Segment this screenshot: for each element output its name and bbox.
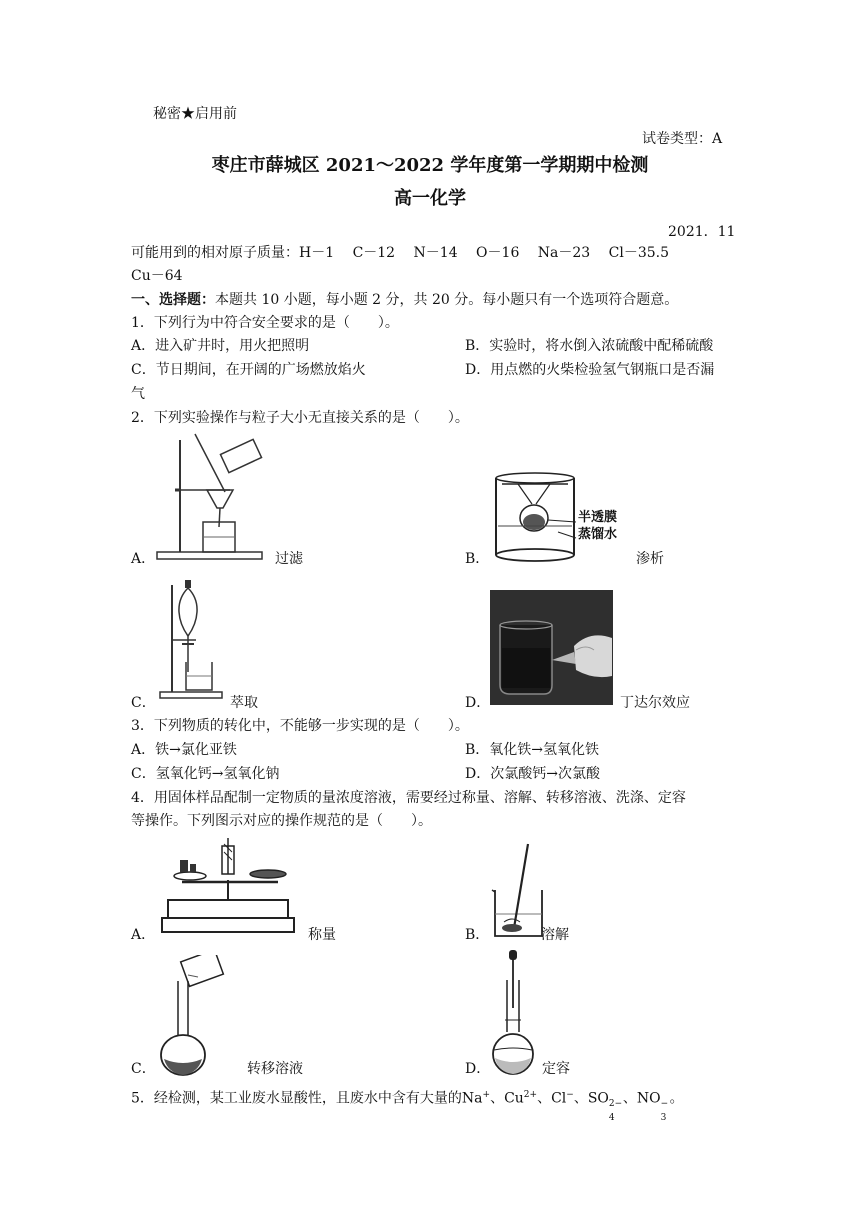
- separator: 、: [573, 1090, 588, 1107]
- extraction-figure: [158, 580, 228, 700]
- secret-mark: 秘密★启用前: [153, 106, 237, 122]
- paper-type: 试卷类型：A: [642, 131, 723, 147]
- ion-no3-count: 3: [660, 1112, 667, 1123]
- atomic-masses-line1: 可能用到的相对原子质量：H－1 C－12 N－14 O－16 Na－23 Cl－35.5: [131, 245, 670, 261]
- q3-option-a: A．铁→氯化亚铁: [131, 742, 237, 758]
- section-desc: 本题共 10 小题，每小题 2 分，共 20 分。每小题只有一个选项符合题意。: [215, 292, 679, 308]
- q4-option-b-caption: 溶解: [541, 927, 569, 943]
- transfer-figure: [158, 955, 228, 1080]
- dialysis-membrane-label: 半透膜: [578, 510, 618, 525]
- q2-option-a-letter: A．: [131, 551, 156, 567]
- q5-stem-end: 。: [669, 1090, 684, 1107]
- ion-so4-count: 4: [608, 1112, 615, 1123]
- section-label: 一、选择题：: [131, 292, 215, 308]
- q2-option-d-letter: D．: [465, 695, 491, 711]
- ion-cu: Cu: [504, 1090, 524, 1107]
- q4-option-c-letter: C．: [131, 1061, 156, 1077]
- ion-cu-charge: 2+: [523, 1090, 538, 1100]
- q1-option-d-cont: 气: [131, 386, 145, 402]
- q2-option-a-caption: 过滤: [275, 551, 303, 567]
- q1-option-d: D．用点燃的火柴检验氢气钢瓶口是否漏: [465, 362, 715, 378]
- q2-option-d-caption: 丁达尔效应: [620, 695, 690, 711]
- q4-option-a-letter: A．: [131, 927, 156, 943]
- ion-cl: Cl: [551, 1090, 567, 1107]
- q1-stem: 1．下列行为中符合安全要求的是（ ）。: [131, 315, 399, 331]
- q3-stem: 3．下列物质的转化中，不能够一步实现的是（ ）。: [131, 718, 469, 734]
- q4-stem-line1: 4．用固体样品配制一定物质的量浓度溶液，需要经过称量、溶解、转移溶液、洗涤、定容: [131, 790, 686, 806]
- q4-option-d-caption: 定容: [542, 1061, 570, 1077]
- ion-na-charge: +: [482, 1090, 491, 1100]
- q3-option-c: C．氢氧化钙→氢氧化钠: [131, 766, 280, 782]
- q1-option-b: B．实验时，将水倒入浓硫酸中配稀硫酸: [465, 338, 714, 354]
- page-title: 枣庄市薛城区 2021～2022 学年度第一学期期中检测: [211, 155, 649, 176]
- exam-date: 2021．11: [668, 224, 736, 240]
- q4-option-c-caption: 转移溶液: [247, 1061, 303, 1077]
- ion-cl-charge: −: [566, 1090, 574, 1100]
- q3-option-b: B．氧化铁→氢氧化铁: [465, 742, 600, 758]
- atomic-masses-line2: Cu－64: [131, 268, 183, 284]
- ion-so4: SO: [587, 1090, 609, 1107]
- ion-no3: NO: [636, 1090, 661, 1107]
- separator: 、: [537, 1090, 552, 1107]
- q2-stem: 2．下列实验操作与粒子大小无直接关系的是（ ）。: [131, 410, 469, 426]
- tyndall-photo: [490, 590, 613, 705]
- page-subtitle: 高一化学: [394, 188, 466, 209]
- q5-stem: [131, 1084, 684, 1123]
- q4-option-b-letter: B．: [465, 927, 490, 943]
- ion-na: Na: [461, 1090, 483, 1107]
- ion-no3-charge: −: [660, 1098, 669, 1109]
- q2-option-b-caption: 渗析: [636, 551, 664, 567]
- dialysis-water-label: 蒸馏水: [578, 527, 618, 542]
- q4-option-d-letter: D．: [465, 1061, 491, 1077]
- filtration-figure: [155, 432, 270, 562]
- separator: 、: [622, 1090, 637, 1107]
- q4-stem-line2: 等操作。下列图示对应的操作规范的是（ ）。: [131, 813, 432, 829]
- fixing-volume-figure: [490, 950, 540, 1080]
- ion-so4-charge: 2−: [608, 1098, 623, 1109]
- q2-option-c-caption: 萃取: [230, 695, 258, 711]
- separator: 、: [490, 1090, 505, 1107]
- q2-option-c-letter: C．: [131, 695, 156, 711]
- balance-figure: [160, 838, 305, 938]
- q5-stem-prefix: 5．经检测，某工业废水显酸性，且废水中含有大量的: [131, 1090, 462, 1107]
- q3-option-d: D．次氯酸钙→次氯酸: [465, 766, 600, 782]
- q4-option-a-caption: 称量: [308, 927, 336, 943]
- q1-option-c: C．节日期间，在开阔的广场燃放焰火: [131, 362, 366, 378]
- section-heading: [131, 290, 678, 310]
- q1-option-a: A．进入矿井时，用火把照明: [131, 338, 310, 354]
- q2-option-b-letter: B．: [465, 551, 490, 567]
